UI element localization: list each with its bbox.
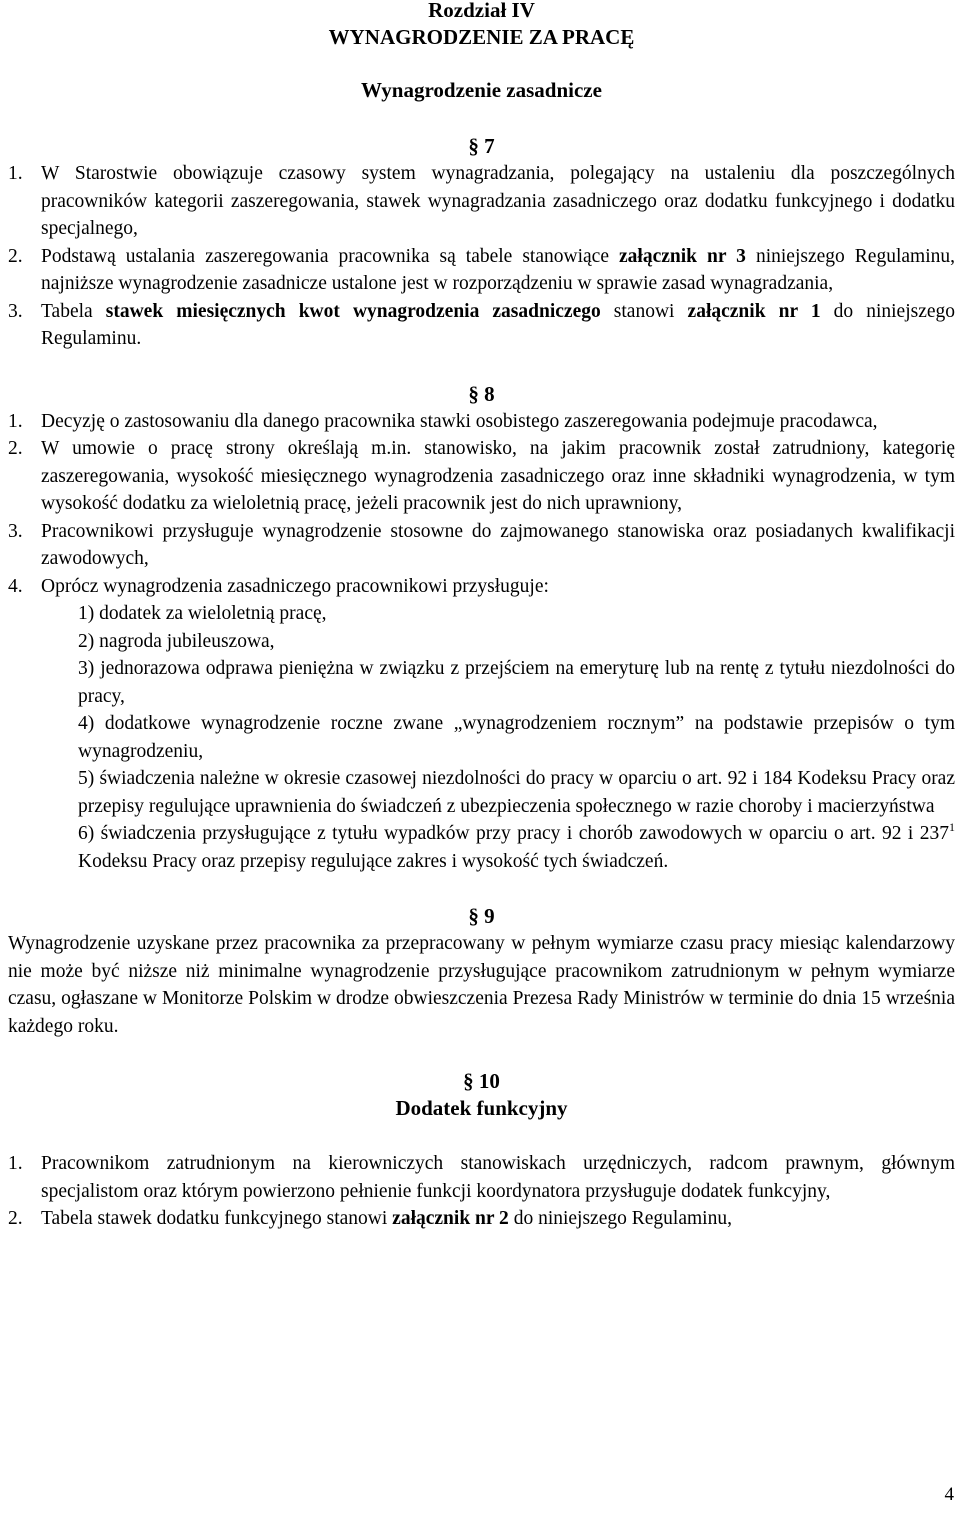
sublist-item: 2) nagroda jubileuszowa, xyxy=(78,630,275,652)
text-run: niniejszego Regulaminu, najniższe wynagrodzenie zasadnicze ustalone jest w rozporządzeniu w sprawie zasad wynagradzania, xyxy=(41,245,955,294)
item-number: 3. xyxy=(8,300,23,322)
item-number: 2. xyxy=(8,1208,23,1229)
section-title-wynagrodzenie-zasadnicze: Wynagrodzenie zasadnicze xyxy=(361,78,602,102)
sublist-item: 1) dodatek za wieloletnią pracę, xyxy=(78,603,327,624)
item-text: Pracownikom zatrudnionym na kierowniczych stanowiskach urzędniczych, radcom prawnym, głównym specjalistom oraz którym powierzono pełnienie funkcji koordynatora przysługuje dodatek funkcyjny, xyxy=(41,1153,955,1202)
text-run: Podstawą ustalania zaszeregowania pracownika są tabele stanowiące xyxy=(41,245,619,267)
item-text xyxy=(41,301,955,350)
chapter-number: Rozdział IV xyxy=(428,0,535,22)
document-page xyxy=(8,0,955,1233)
sublist-item: 5) świadczenia należne w okresie czasowej niezdolności do pracy w oparciu o art. 92 i 184 Kodeksu Pracy oraz przepisy regulujące uprawnienia do świadczeń z ubezpieczenia społecznego w razie choroby i macierzyństwa xyxy=(78,768,955,817)
item-text: Pracownikowi przysługuje wynagrodzenie stosowne do zajmowanego stanowiska oraz posiadanych kwalifikacji zawodowych, xyxy=(41,520,955,569)
text-run: do niniejszego Regulaminu. xyxy=(41,300,956,349)
list-item xyxy=(8,1150,955,1205)
item-text: Decyzję o zastosowaniu dla danego pracownika stawki osobistego zaszeregowania podejmuje pracodawca, xyxy=(41,410,878,432)
item-text: W umowie o pracę strony określają m.in. stanowisko, na jakim pracownik został zatrudniony, kategorię zaszeregowania, wysokość miesięcznego wynagrodzenia zasadniczego oraz inne składniki wynagrodzenia, w tym wysokość dodatku za wieloletnią pracę, jeżeli pracownik jest do nich uprawniony, xyxy=(41,438,955,514)
superscript: 1 xyxy=(949,820,955,834)
sublist-item xyxy=(78,820,955,875)
paragraph-9-text: Wynagrodzenie uzyskane przez pracownika za przepracowany w pełnym wymiarze czasu pracy miesiąc kalendarzowy nie może być niższe niż minimalne wynagrodzenie przysługujące pracownikom zatrudnionym w pełnym wymiarze czasu, ogłaszane w Monitorze Polskim w drodze obwieszczenia Prezesa Rady Ministrów w terminie do dnia 15 września każdego roku. xyxy=(8,933,955,1037)
attachment-reference: załącznik nr 3 xyxy=(619,245,746,267)
section-title-dodatek-funkcyjny: Dodatek funkcyjny xyxy=(395,1096,568,1120)
item-text xyxy=(41,246,955,295)
item-number: 1. xyxy=(8,410,23,432)
item-text: W Starostwie obowiązuje czasowy system wynagradzania, polegający na ustaleniu dla poszczególnych pracowników kategorii zaszeregowania, stawek wynagradzania zasadniczego oraz dodatku funkcyjnego i dodatku specjalnego, xyxy=(41,163,955,239)
list-item xyxy=(8,408,955,436)
paragraph-9-mark: § 9 xyxy=(468,904,495,928)
list-item xyxy=(8,573,955,601)
sublist-item: 4) dodatkowe wynagrodzenie roczne zwane „wynagrodzeniem rocznym” na podstawie przepisów o tym wynagrodzeniu, xyxy=(78,713,955,762)
text-run: Tabela stawek dodatku funkcyjnego stanowi xyxy=(41,1208,393,1229)
bold-text: stawek miesięcznych kwot wynagrodzenia zasadniczego xyxy=(105,300,601,322)
item-number: 3. xyxy=(8,520,23,542)
sublist-item: 3) jednorazowa odprawa pieniężna w związku z przejściem na emeryturę lub na rentę z tytułu niezdolności do pracy, xyxy=(78,658,955,707)
text-run: 6) świadczenia przysługujące z tytułu wypadków przy pracy i chorób zawodowych w oparciu o art. 92 i 237 xyxy=(78,823,949,844)
item-number: 2. xyxy=(8,438,23,459)
paragraph-10-mark: § 10 xyxy=(463,1069,500,1093)
paragraph-8-list xyxy=(8,408,955,601)
attachment-reference: załącznik nr 2 xyxy=(392,1208,509,1229)
item-text: Oprócz wynagrodzenia zasadniczego pracownikowi przysługuje: xyxy=(41,575,549,597)
text-run: Kodeksu Pracy oraz przepisy regulujące zakres i wysokość tych świadczeń. xyxy=(78,850,669,872)
attachment-reference: załącznik nr 1 xyxy=(687,300,821,322)
paragraph-7-mark: § 7 xyxy=(468,134,495,158)
list-item xyxy=(8,1205,955,1233)
item-number: 4. xyxy=(8,575,23,597)
paragraph-10-list xyxy=(8,1150,955,1233)
list-item xyxy=(8,298,955,353)
paragraph-8-sublist xyxy=(8,600,955,875)
list-item xyxy=(8,518,955,573)
list-item xyxy=(8,160,955,243)
item-text xyxy=(41,1208,732,1229)
list-item xyxy=(8,243,955,298)
paragraph-8-mark: § 8 xyxy=(468,381,495,406)
list-item xyxy=(8,435,955,518)
text-run: stanowi xyxy=(600,300,688,322)
page-number: 4 xyxy=(944,1484,954,1505)
chapter-heading xyxy=(8,0,955,51)
text-run: Tabela xyxy=(41,300,106,322)
chapter-title: WYNAGRODZENIE ZA PRACĘ xyxy=(328,25,635,49)
paragraph-7-list xyxy=(8,160,955,353)
text-run: do niniejszego Regulaminu, xyxy=(508,1208,732,1229)
item-number: 2. xyxy=(8,245,23,267)
item-number: 1. xyxy=(8,163,23,184)
item-number: 1. xyxy=(8,1153,23,1174)
